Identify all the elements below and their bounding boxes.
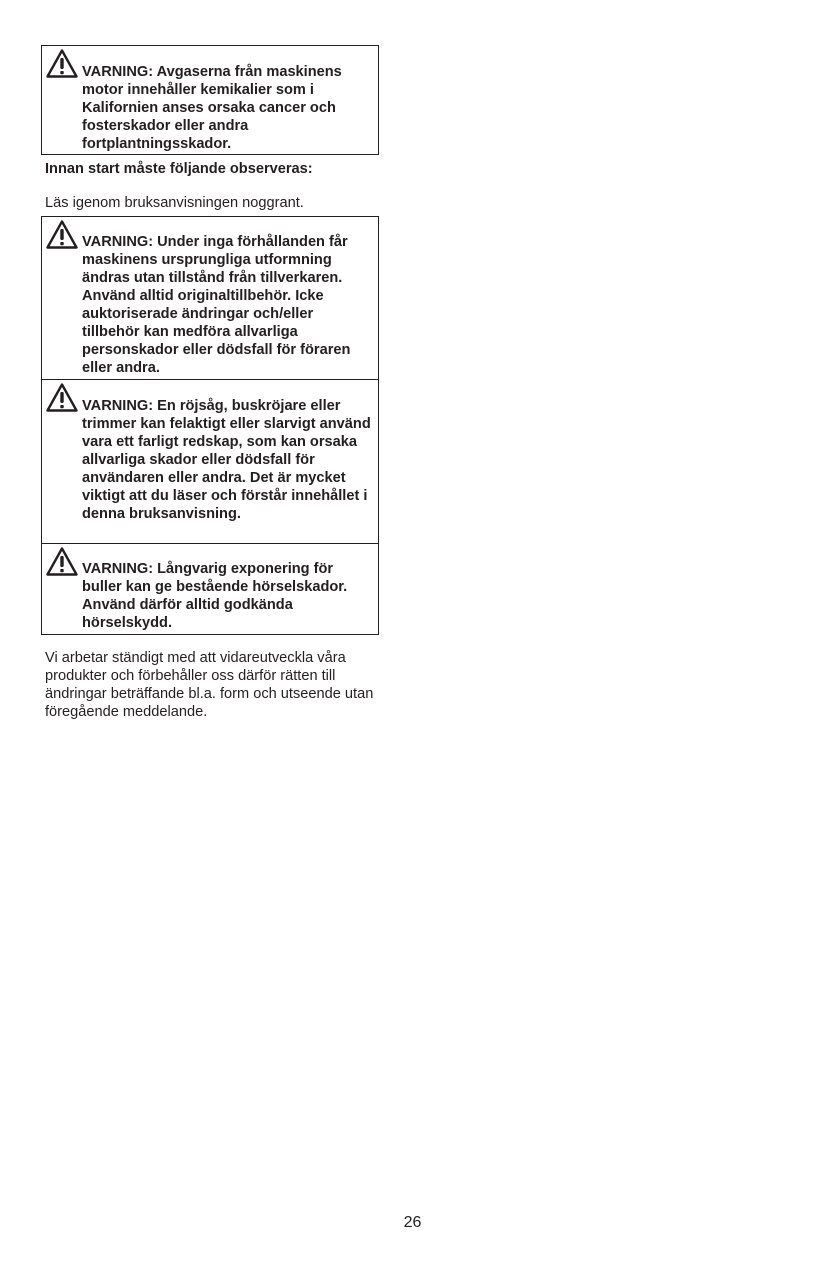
warning-text: VARNING: Långvarig exponering för buller kan ge bestående hörselskador. Använd därför alltid godkända hörselskydd. xyxy=(82,561,348,631)
disclaimer-text: Vi arbetar ständigt med att vidareutveckla våra produkter och förbehåller oss därför rätten till ändringar beträffande bl.a. form och utseende utan föregående meddelande. xyxy=(45,650,374,720)
read-manual-text: Läs igenom bruksanvisningen noggrant. xyxy=(45,195,304,211)
warning-box-exhaust xyxy=(41,45,379,155)
left-column xyxy=(41,45,379,721)
warning-box-dangerous-tool xyxy=(41,380,379,544)
warning-text: VARNING: En röjsåg, buskröjare eller trimmer kan felaktigt eller slarvigt använd vara ett farligt redskap, som kan orsaka allvarliga skador eller dödsfall för användaren eller andra. Det är mycket viktigt att du läser och förstår innehållet i denna bruksanvisning. xyxy=(82,398,371,522)
warning-text: VARNING: Under inga förhållanden får maskinens ursprungliga utformning ändras utan tillstånd från tillverkaren. Använd alltid originaltillbehör. Icke auktoriserade ändringar och/eller tillbehör kan medföra allvarliga personskador eller dödsfall för föraren eller andra. xyxy=(82,234,351,376)
page-number: 26 xyxy=(403,1214,422,1231)
warning-text: VARNING: Avgaserna från maskinens motor innehåller kemikalier som i Kalifornien anses orsaka cancer och fosterskador eller andra fortplantningsskador. xyxy=(82,64,342,152)
warning-triangle-icon xyxy=(46,383,78,412)
section-heading: Innan start måste följande observeras: xyxy=(45,161,313,177)
warning-triangle-icon xyxy=(46,220,78,249)
warning-triangle-icon xyxy=(46,547,78,576)
warning-triangle-icon xyxy=(46,49,78,78)
warning-box-modifications xyxy=(41,216,379,380)
warning-box-noise xyxy=(41,544,379,635)
